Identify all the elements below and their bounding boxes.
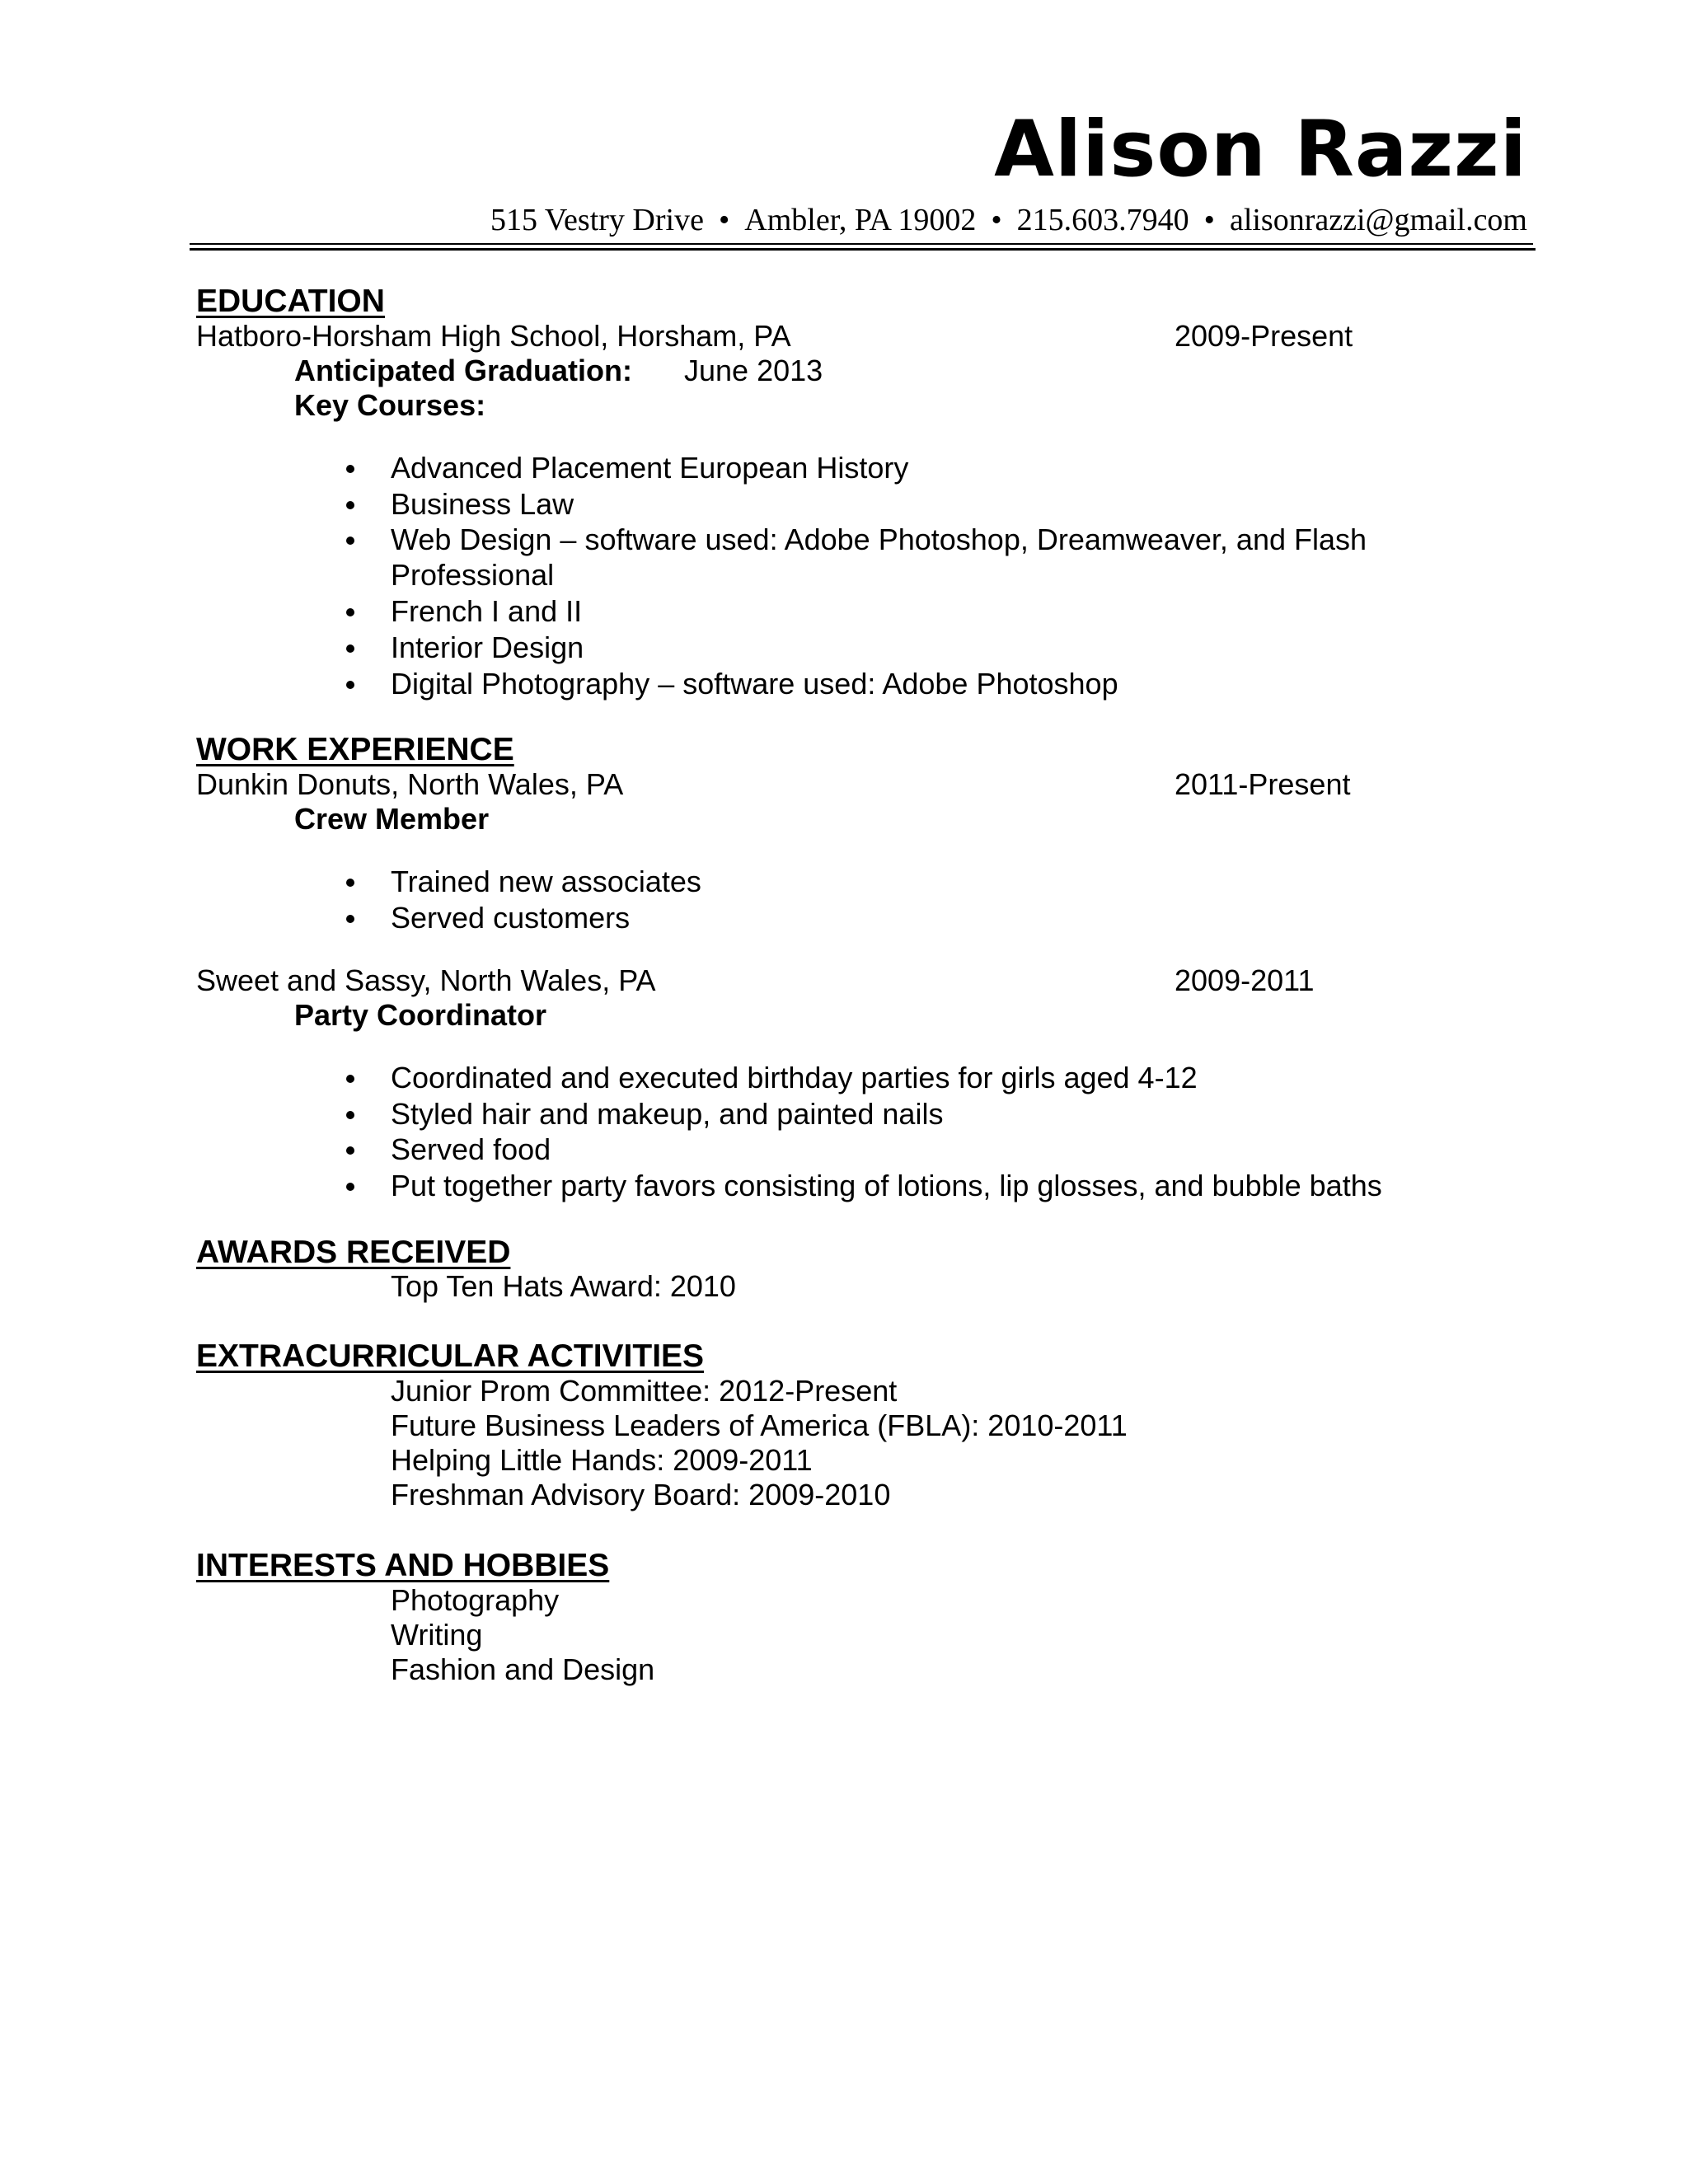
- separator-bullet: •: [991, 203, 1002, 237]
- education-heading: EDUCATION: [196, 284, 385, 319]
- contact-line: [490, 204, 1527, 236]
- interest-item: Writing: [391, 1618, 483, 1652]
- course-item: Interior Design: [391, 630, 584, 664]
- course-item: Digital Photography – software used: Adobe Photoshop: [391, 667, 1118, 701]
- course-item: Business Law: [391, 487, 574, 521]
- job-duty: Coordinated and executed birthday parties for girls aged 4-12: [391, 1061, 1198, 1094]
- separator-bullet: •: [718, 203, 730, 237]
- activity-item: Future Business Leaders of America (FBLA): 2010-2011: [391, 1408, 1128, 1442]
- interests-heading: INTERESTS AND HOBBIES: [196, 1548, 610, 1583]
- contact-email: alisonrazzi@gmail.com: [1229, 203, 1527, 237]
- bullet-icon: [342, 1176, 359, 1193]
- contact-address: 515 Vestry Drive: [490, 203, 704, 237]
- award-item: Top Ten Hats Award: 2010: [391, 1269, 736, 1303]
- job-duty: Put together party favors consisting of lotions, lip glosses, and bubble baths: [391, 1169, 1382, 1202]
- work-heading: WORK EXPERIENCE: [196, 732, 514, 767]
- activity-item: Helping Little Hands: 2009-2011: [391, 1443, 813, 1477]
- job-employer: Sweet and Sassy, North Wales, PA: [196, 963, 656, 997]
- job-duty: Styled hair and makeup, and painted nails: [391, 1097, 944, 1131]
- bullet-icon: [342, 638, 359, 654]
- contact-phone: 215.603.7940: [1016, 203, 1189, 237]
- bullet-icon: [342, 674, 359, 691]
- candidate-name: Alison Razzi: [994, 105, 1527, 194]
- course-item-continued: Professional: [391, 558, 555, 592]
- activities-heading: EXTRACURRICULAR ACTIVITIES: [196, 1338, 705, 1374]
- contact-city: Ambler, PA 19002: [744, 203, 977, 237]
- interest-item: Photography: [391, 1583, 560, 1617]
- education-school: Hatboro-Horsham High School, Horsham, PA: [196, 319, 791, 353]
- bullet-icon: [342, 530, 359, 546]
- bullet-icon: [342, 1068, 359, 1085]
- job-dates: 2011-Present: [1175, 767, 1351, 801]
- course-item: Advanced Placement European History: [391, 451, 909, 485]
- awards-heading: AWARDS RECEIVED: [196, 1235, 511, 1270]
- graduation-value: June 2013: [684, 354, 823, 387]
- job-title: Party Coordinator: [294, 998, 547, 1032]
- bullet-icon: [342, 908, 359, 925]
- job-employer: Dunkin Donuts, North Wales, PA: [196, 767, 624, 801]
- job-duty: Trained new associates: [391, 865, 701, 898]
- bullet-icon: [342, 494, 359, 511]
- job-duty: Served food: [391, 1132, 551, 1166]
- bullet-icon: [342, 458, 359, 475]
- job-duty: Served customers: [391, 901, 631, 935]
- job-title: Crew Member: [294, 802, 490, 836]
- job-dates: 2009-2011: [1175, 963, 1315, 997]
- course-item: Web Design – software used: Adobe Photoshop, Dreamweaver, and Flash: [391, 523, 1367, 556]
- activity-item: Junior Prom Committee: 2012-Present: [391, 1374, 898, 1408]
- activity-item: Freshman Advisory Board: 2009-2010: [391, 1478, 891, 1511]
- header-rule-thin: [190, 243, 1533, 245]
- interest-item: Fashion and Design: [391, 1652, 655, 1686]
- courses-label: Key Courses:: [294, 388, 486, 422]
- separator-bullet: •: [1203, 203, 1215, 237]
- education-dates: 2009-Present: [1175, 319, 1353, 353]
- bullet-icon: [342, 602, 359, 618]
- header-rule-thick: [190, 248, 1536, 251]
- graduation-label: Anticipated Graduation:: [294, 354, 633, 387]
- bullet-icon: [342, 1140, 359, 1156]
- course-item: French I and II: [391, 594, 583, 628]
- bullet-icon: [342, 1104, 359, 1121]
- bullet-icon: [342, 872, 359, 888]
